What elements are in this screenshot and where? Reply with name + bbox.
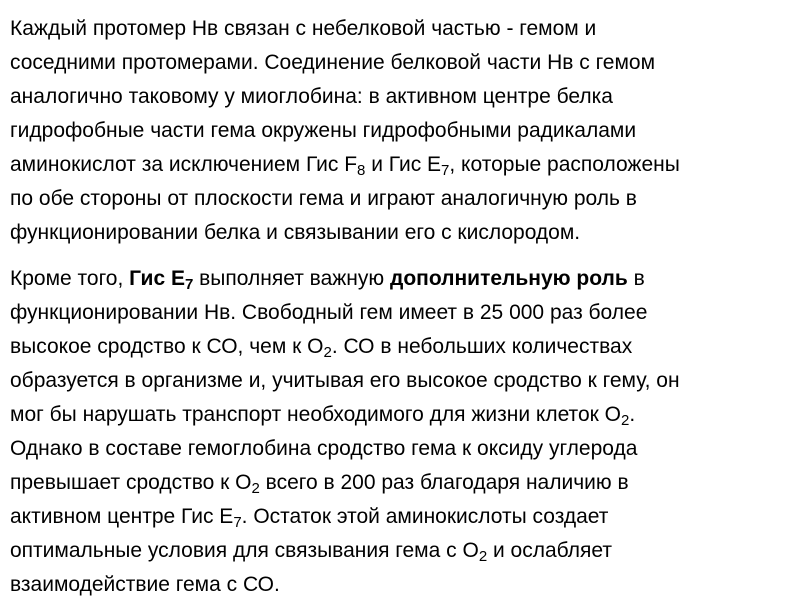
text-segment: выполняет важную (193, 267, 390, 290)
text-line (10, 466, 790, 500)
subscript: 8 (357, 162, 366, 179)
text-segment: мог бы нарушать транспорт необходимого для жизни клеток О (10, 403, 621, 426)
text-line: функционировании белка и связывании его с кислородом. (10, 221, 581, 244)
bold-term-additional-role: дополнительную роль (389, 267, 628, 290)
subscript: 2 (478, 548, 488, 565)
text-segment: и ослабляет (487, 539, 612, 562)
text-line: аналогично таковому у миоглобина: в активном центре белка (10, 85, 613, 108)
paragraph-his-e7-role (10, 262, 790, 600)
subscript: 7 (233, 514, 242, 531)
text-line: гидрофобные части гема окружены гидрофобными радикалами (10, 119, 637, 142)
bold-term-his-e7: Гис Е (129, 267, 185, 290)
text-line: функционировании Нв. Свободный гем имеет в 25 000 раз более (10, 301, 648, 324)
text-segment: . СО в небольших количествах (331, 335, 633, 358)
text-segment: превышает сродство к О (10, 471, 252, 494)
text-segment: . Остаток этой аминокислоты создает (241, 505, 609, 528)
text-line (10, 398, 790, 432)
text-line: соседними протомерами. Соединение белковой части Нв с гемом (10, 51, 656, 74)
text-segment: . (629, 403, 636, 426)
text-line (10, 330, 790, 364)
subscript: 2 (323, 344, 332, 361)
text-segment: активном центре Гис Е (10, 505, 234, 528)
text-line: Однако в составе гемоглобина сродство гема к оксиду углерода (10, 437, 638, 460)
text-segment: в (627, 267, 645, 290)
subscript: 2 (251, 480, 260, 497)
text-segment: высокое сродство к СО, чем к О (10, 335, 324, 358)
text-segment: и Гис E (365, 153, 442, 176)
text-segment: всего в 200 раз благодаря наличию в (259, 471, 629, 494)
text-line: взаимодействие гема с СО. (10, 573, 280, 596)
text-line (10, 262, 790, 296)
subscript: 2 (620, 412, 630, 429)
text-line: по обе стороны от плоскости гема и играют аналогичную роль в (10, 187, 637, 210)
text-line (10, 500, 790, 534)
text-segment: Кроме того, (10, 267, 130, 290)
text-segment: , которые расположены (449, 153, 680, 176)
text-line: образуется в организме и, учитывая его высокое сродство к гему, он (10, 369, 680, 392)
text-line (10, 534, 790, 568)
paragraph-heme-structure (10, 12, 790, 250)
text-line (10, 148, 790, 182)
text-line: Каждый протомер Нв связан с небелковой частью - гемом и (10, 17, 597, 40)
text-segment: оптимальные условия для связывания гема с О (10, 539, 479, 562)
text-segment: аминокислот за исключением Гис F (10, 153, 358, 176)
subscript: 7 (441, 162, 450, 179)
bold-subscript: 7 (184, 276, 194, 293)
